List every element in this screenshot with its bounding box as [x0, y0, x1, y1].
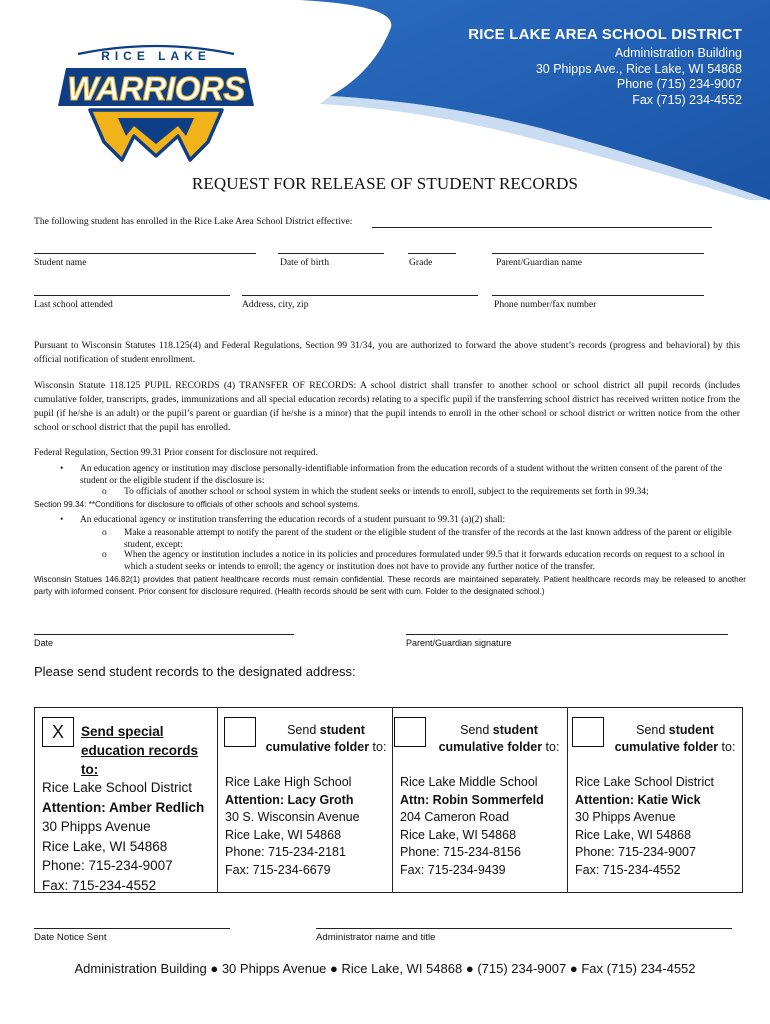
bullet-dot-icon: ● [569, 961, 578, 976]
last-school-field[interactable] [34, 295, 230, 296]
grade-field[interactable] [408, 253, 456, 254]
signature-field[interactable] [406, 634, 728, 635]
special-ed-header: Send special education records to: [81, 724, 199, 777]
footer-item: Rice Lake, WI 54868 [341, 961, 463, 976]
fed-reg-heading: Federal Regulation, Section 99.31 Prior consent for disclosure not required. [34, 448, 318, 458]
bullet-icon: • [60, 515, 64, 525]
student-name-label: Student name [34, 257, 87, 268]
student-name-field[interactable] [34, 253, 256, 254]
signature-label: Parent/Guardian signature [406, 638, 512, 648]
address-line: Rice Lake, WI 54868 [400, 827, 517, 842]
sub-bullet-text: To officials of another school or school system in which the student seeks or intends to enroll, subject to the requirements set forth in 99.34; [124, 487, 649, 497]
admin-name-label: Administrator name and title [316, 932, 436, 943]
address-line: Phone: 715-234-9007 [575, 845, 696, 859]
address-line: Phone: 715-234-9007 [42, 858, 173, 873]
sub-bullet-text: Make a reasonable attempt to notify the parent of the student or the eligible student of the transfer of the records at the last known address of the parent or eligible student, except: [124, 528, 732, 550]
district-line: Phone (715) 234-9007 [616, 77, 742, 91]
address-line: 30 Phipps Avenue [42, 819, 151, 834]
address-line: Rice Lake, WI 54868 [42, 838, 168, 854]
warriors-logo [50, 40, 262, 164]
special-ed-checkbox[interactable] [42, 717, 74, 747]
sub-bullet-text: When the agency or institution includes a notice in its policies and procedures formulated under 99.5 that it forwards education records on request to a school in which a student seeks or intends to enroll; the agency or institution does not have to provide any further notice of the transfer. [124, 550, 725, 572]
address-line: Rice Lake School District [42, 780, 193, 795]
district-address-block [468, 26, 742, 108]
phone-label: Phone number/fax number [494, 299, 597, 310]
address-line: 30 S. Wisconsin Avenue [225, 810, 360, 824]
pursuant-paragraph: Pursuant to Wisconsin Statutes 118.125(4) and Federal Regulations, Section 99 31/34, you are authorized to forward the above student’s records (progress and behavioral) by this official notification of student enrollment. [34, 340, 740, 365]
grade-label: Grade [409, 257, 433, 268]
middle-school-header: Send student cumulative folder to: [438, 723, 560, 754]
address-field[interactable] [242, 295, 478, 296]
sub-bullet-icon: o [102, 487, 107, 497]
bullet-dot-icon: ● [210, 961, 219, 976]
address-line: Fax: 715-234-6679 [225, 862, 331, 877]
attention-line: Attention: Amber Redlich [42, 799, 205, 815]
address-line: Rice Lake School District [575, 775, 714, 789]
address-cell-special-ed [35, 708, 218, 892]
attention-line: Attention: Katie Wick [575, 792, 701, 807]
address-line: Rice Lake High School [225, 775, 352, 789]
high-school-address [225, 774, 360, 879]
address-line: Rice Lake, WI 54868 [575, 827, 692, 842]
footer-item: 30 Phipps Avenue [221, 961, 327, 976]
middle-school-address [400, 774, 544, 879]
bullet-text: An education agency or institution may disclose personally-identifiable information from the education records of a student without the written consent of the parent of the student or the eligible student if the disclosure is: [80, 464, 723, 486]
district-line: Fax (715) 234-4552 [632, 92, 742, 107]
form-title: REQUEST FOR RELEASE OF STUDENT RECORDS [191, 174, 579, 193]
section-9934-heading: Section 99.34: **Conditions for disclosure to officials of other schools and school systems. [34, 500, 360, 509]
footer-item: Fax (715) 234-4552 [581, 961, 696, 976]
health-records-paragraph: Wisconsin Statues 146.82(1) provides that patient healthcare records must remain confidential. These records are maintained separately. Patient healthcare records may be released to another party with informed consent. Prior consent for disclosure required. (Health records should be sent with cum. Folder to the designated school.) [34, 575, 746, 596]
date-field[interactable] [34, 634, 294, 635]
bullet-dot-icon: ● [330, 961, 338, 976]
parent-name-label: Parent/Guardian name [496, 257, 583, 268]
bullet-icon: • [60, 464, 64, 474]
district-line: Administration Building [614, 46, 742, 60]
footer-item: Administration Building [74, 961, 207, 976]
logo-main-text: WARRIORS [67, 70, 245, 107]
address-label: Address, city, zip [242, 299, 309, 310]
high-school-checkbox[interactable] [224, 717, 256, 747]
date-notice-label: Date Notice Sent [34, 932, 107, 943]
footer-address [0, 961, 770, 976]
address-line: 30 Phipps Avenue [575, 810, 676, 824]
address-line: Fax: 715-234-9439 [400, 862, 506, 877]
address-cell-district [568, 708, 742, 892]
address-line: 204 Cameron Road [400, 810, 510, 824]
last-school-label: Last school attended [34, 299, 113, 310]
district-name: RICE LAKE AREA SCHOOL DISTRICT [468, 26, 742, 43]
bullet-text: An educational agency or institution transferring the education records of a student pursuant to 99.31 (a)(2) shall: [80, 515, 506, 525]
bullet-dot-icon: ● [465, 961, 474, 976]
parent-name-field[interactable] [492, 253, 704, 254]
district-checkbox[interactable] [572, 717, 604, 747]
attention-line: Attention: Lacy Groth [225, 792, 354, 807]
enrolled-sentence: The following student has enrolled in the Rice Lake Area School District effective: [34, 216, 353, 227]
district-line: 30 Phipps Ave., Rice Lake, WI 54868 [535, 61, 742, 76]
special-ed-address [42, 778, 204, 895]
phone-field[interactable] [492, 295, 704, 296]
statute-paragraph: Wisconsin Statute 118.125 PUPIL RECORDS (4) TRANSFER OF RECORDS: A school district shall transfer to another school or school district all pupil records (includes cumulative folder, transcripts, grades, immunizations and all special education records) relating to a specific pupil if the transferring school district has received written notice from the pupil (if he/she is an adult) or the pupil’s parent or guardian (if he/she is a minor) that the pupil intends to enroll in the other school or school district or written notice from the other school or school district that the pupil has enrolled. [34, 380, 740, 433]
district-address [575, 774, 714, 879]
sub-bullet-icon: o [102, 528, 107, 538]
footer-item: (715) 234-9007 [477, 961, 567, 976]
address-table [34, 707, 743, 893]
address-line: Fax: 715-234-4552 [42, 877, 157, 893]
send-instruction: Please send student records to the designated address: [34, 664, 356, 679]
checkbox-x-mark [395, 718, 425, 746]
checkbox-x-mark [225, 718, 255, 746]
date-label: Date [34, 638, 54, 648]
effective-date-line[interactable] [372, 227, 712, 228]
logo-top-text: RICE LAKE [101, 49, 211, 63]
address-line: Rice Lake, WI 54868 [225, 827, 342, 842]
middle-school-checkbox[interactable] [394, 717, 426, 747]
address-line: Rice Lake Middle School [400, 775, 538, 789]
attention-line: Attn: Robin Sommerfeld [400, 792, 544, 807]
date-notice-field[interactable] [34, 928, 230, 929]
checkbox-x-mark [573, 718, 603, 746]
checkbox-x-mark: X [51, 722, 64, 742]
dob-field[interactable] [278, 253, 384, 254]
high-school-header: Send student cumulative folder to: [265, 723, 387, 754]
address-line: Fax: 715-234-4552 [575, 862, 681, 877]
sub-bullet-icon: o [102, 550, 107, 560]
dob-label: Date of birth [280, 257, 330, 268]
address-cell-middle-school [393, 708, 568, 892]
address-line: Phone: 715-234-2181 [225, 845, 346, 859]
address-line: Phone: 715-234-8156 [400, 845, 521, 859]
admin-name-field[interactable] [316, 928, 732, 929]
district-header: Send student cumulative folder to: [614, 723, 736, 754]
address-cell-high-school [218, 708, 393, 892]
